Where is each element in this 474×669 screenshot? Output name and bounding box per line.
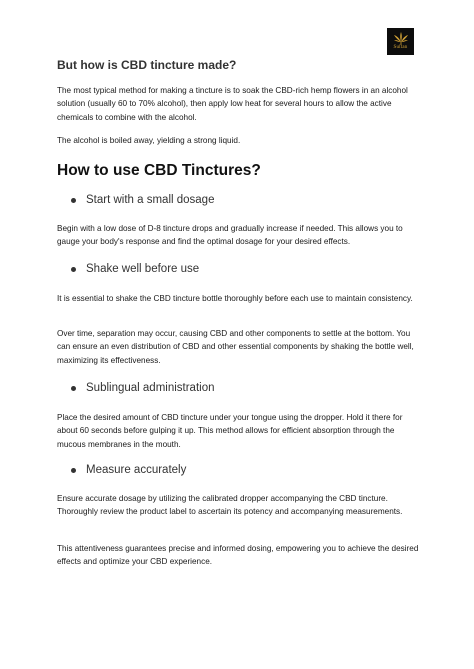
bullet-dot-icon bbox=[71, 198, 76, 203]
bullet-heading-text: Start with a small dosage bbox=[86, 194, 215, 206]
paragraph: Place the desired amount of CBD tincture under your tongue using the dropper. Hold it there for about 60 seconds before gulping it up. This method allows for efficient absorption through the mucous membranes in the mouth. bbox=[57, 413, 403, 449]
bullet-dot-icon bbox=[71, 468, 76, 473]
bullet-heading bbox=[71, 464, 186, 476]
logo-wordmark: Sultan bbox=[393, 45, 408, 50]
paragraph: The alcohol is boiled away, yielding a strong liquid. bbox=[57, 136, 241, 145]
cannabis-leaf-icon bbox=[393, 32, 409, 45]
bullet-heading-text: Shake well before use bbox=[86, 263, 200, 275]
bullet-heading bbox=[71, 263, 199, 275]
paragraph: It is essential to shake the CBD tincture bottle thoroughly before each use to maintain consistency. bbox=[57, 294, 413, 303]
paragraph: The most typical method for making a tincture is to soak the CBD-rich hemp flowers in an alcohol solution (usually 60 to 70% alcohol), then apply low heat for several hours to allow the active chemicals to combine with the alcohol. bbox=[57, 86, 408, 122]
bullet-dot-icon bbox=[71, 386, 76, 391]
section-heading-how-use: How to use CBD Tinctures? bbox=[57, 162, 261, 179]
paragraph: Over time, separation may occur, causing CBD and other components to settle at the bottom. You can ensure an even distribution of CBD and other essential components by shaking the bottle well, maximizing its effectiveness. bbox=[57, 329, 414, 365]
paragraph: Begin with a low dose of D-8 tincture drops and gradually increase if needed. This allows you to gauge your body's response and find the optimal dosage for your desired effects. bbox=[57, 224, 403, 247]
brand-logo bbox=[387, 28, 414, 55]
bullet-heading bbox=[71, 382, 215, 394]
bullet-heading bbox=[71, 194, 214, 206]
bullet-dot-icon bbox=[71, 267, 76, 272]
paragraph: This attentiveness guarantees precise and informed dosing, empowering you to achieve the desired effects and optimize your CBD experience. bbox=[57, 544, 419, 567]
paragraph: Ensure accurate dosage by utilizing the calibrated dropper accompanying the CBD tincture. Thoroughly review the product label to ascertain its potency and accompanying measurements. bbox=[57, 494, 403, 517]
bullet-heading-text: Measure accurately bbox=[86, 464, 187, 476]
bullet-heading-text: Sublingual administration bbox=[86, 382, 215, 394]
section-heading-how-made: But how is CBD tincture made? bbox=[57, 58, 237, 72]
